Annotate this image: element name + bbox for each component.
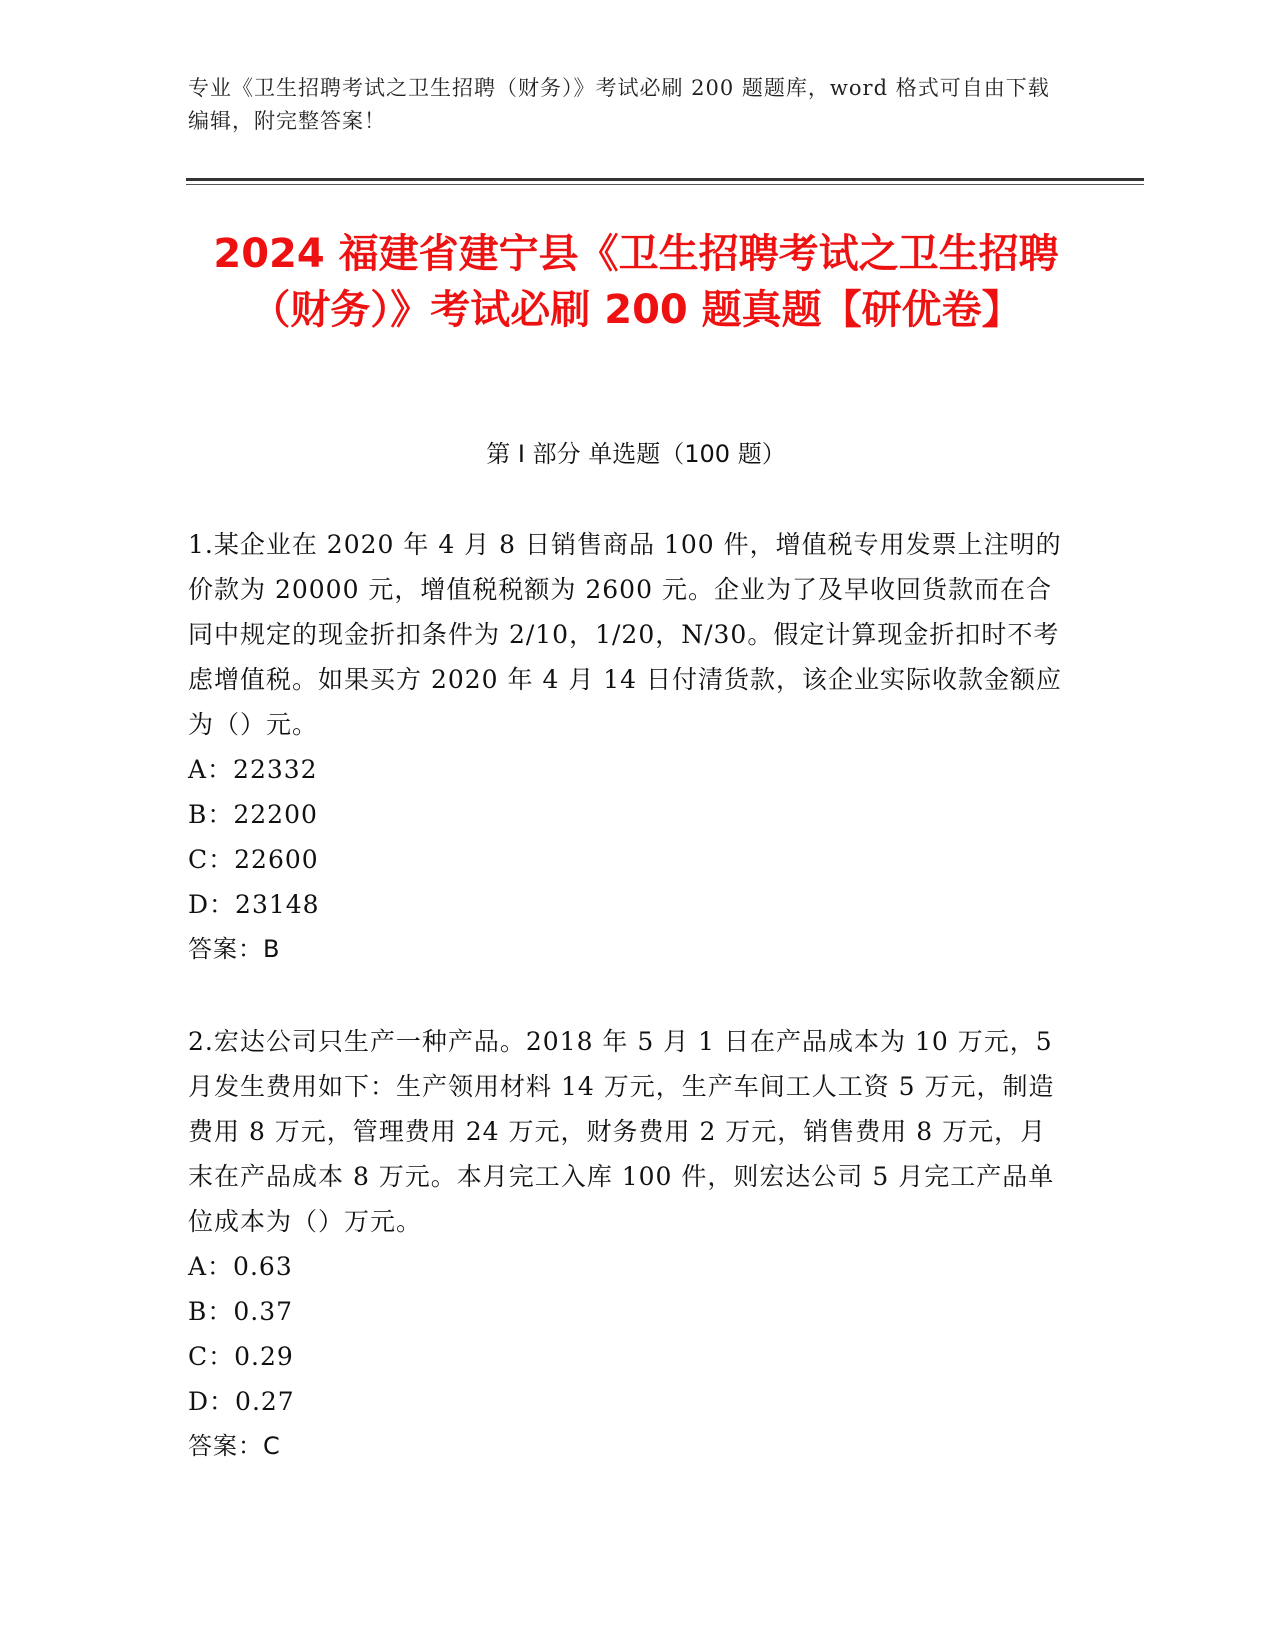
question-block [188, 1019, 1068, 1469]
option-b: B：22200 [188, 800, 318, 829]
option-a: A：22332 [188, 755, 318, 784]
question-block [188, 522, 1068, 972]
option-c: C：0.29 [188, 1342, 294, 1371]
section-heading: 第 I 部分 单选题（100 题） [486, 440, 786, 468]
question-stem: 1.某企业在 2020 年 4 月 8 日销售商品 100 件，增值税专用发票上注明的价款为 20000 元，增值税税额为 2600 元。企业为了及早收回货款而在合同中规定的现金折扣条件为 2/10，1/20，N/30。假定计算现金折扣时不考虑增值税。如果买方 2020 年 4 月 14 日付清货款，该企业实际收款金额应为（）元。 [188, 530, 1063, 739]
answer-line: 答案：B [188, 935, 281, 963]
header-divider-thin [186, 184, 1144, 185]
header-divider-thick [186, 178, 1144, 181]
header-note: 专业《卫生招聘考试之卫生招聘（财务）》考试必刷 200 题题库，word 格式可自由下载编辑，附完整答案！ [188, 76, 1050, 133]
option-c: C：22600 [188, 845, 319, 874]
question-stem: 2.宏达公司只生产一种产品。2018 年 5 月 1 日在产品成本为 10 万元，5 月发生费用如下：生产领用材料 14 万元，生产车间工人工资 5 万元，制造费用 8 万元，管理费用 24 万元，财务费用 2 万元，销售费用 8 万元，月末在产品成本 8 万元。本月完工入库 100 件，则宏达公司 5 月完工产品单位成本为（）万元。 [188, 1027, 1055, 1236]
answer-line: 答案：C [188, 1432, 281, 1460]
document-title: 2024 福建省建宁县《卫生招聘考试之卫生招聘（财务）》考试必刷 200 题真题【研优卷】 [213, 231, 1059, 333]
option-a: A：0.63 [188, 1252, 293, 1281]
option-b: B：0.37 [188, 1297, 294, 1326]
option-d: D：0.27 [188, 1387, 295, 1416]
option-d: D：23148 [188, 890, 320, 919]
